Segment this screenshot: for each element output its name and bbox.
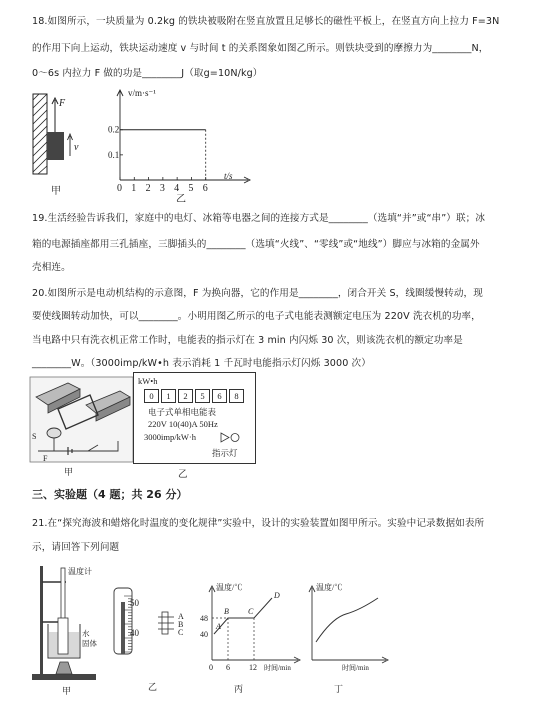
- meter-digits: [144, 389, 246, 403]
- chart-x-tick-label: 4: [174, 183, 180, 194]
- motor-label-s: S: [32, 432, 37, 441]
- meter-indicator-label: 指示灯: [212, 448, 238, 458]
- test-tube: [58, 618, 68, 654]
- graph-c-ylabel: 温度/℃: [216, 583, 243, 592]
- velocity-label: v: [74, 142, 79, 153]
- q18-figure-jia: [30, 86, 110, 198]
- alcohol-lamp: [56, 662, 72, 674]
- meter-imp: 3000imp/kW·h: [144, 432, 196, 442]
- graph-c-xtick-12: 12: [249, 663, 257, 672]
- q20-line-3: 当电路中只有洗衣机正常工作时，电能表的指示灯在 3 min 内闪烁 30 次，则该洗衣机的额定功率是: [32, 335, 463, 346]
- graph-d-ylabel: 温度/℃: [316, 583, 343, 592]
- q21-line-1: 21.在“探究海波和蜡熔化时温度的变化规律”实验中，设计的实验装置如图甲所示。实验中记录数据如表所: [32, 518, 485, 529]
- melting-graph-d: [302, 578, 392, 698]
- graph-d-xlabel: 时间/min: [342, 664, 369, 672]
- scale-tick-50: 50: [130, 598, 139, 608]
- q21-line-2: 示，请回答下列问题: [32, 542, 120, 553]
- meter-digit: 6: [212, 389, 227, 403]
- q20-line-4: ________W。（3000imp/kW•h 表示消耗 1 千瓦时电能指示灯闪烁 3000 次）: [32, 358, 371, 369]
- commutator: [47, 428, 61, 438]
- q19-line-2: 箱的电源插座都用三孔插座，三脚插头的________（选填“火线”、“零线”或“地线”）脚应与冰箱的金属外: [32, 239, 480, 250]
- graph-d-curve: [316, 598, 378, 642]
- graph-c-xlabel: 时间/min: [264, 664, 291, 672]
- meter-name: 电子式单相电能表: [148, 407, 217, 417]
- chart-x-tick-label: 3: [159, 183, 165, 194]
- meter-rating: 220V 10(40)A 50Hz: [148, 419, 218, 429]
- q18-line-1: 18.如图所示，一块质量为 0.2kg 的铁块被吸附在竖直放置且足够长的磁性平板上，在竖直方向上拉力 F=3N: [32, 16, 500, 27]
- caption-d: 丁: [334, 684, 344, 694]
- motor-caption: 甲: [64, 467, 74, 477]
- chart-x-tick-label: 2: [145, 183, 151, 194]
- motor-label-f: F: [43, 454, 48, 463]
- meter-digit: 0: [144, 389, 159, 403]
- graph-c-line: [214, 598, 272, 634]
- point-c: C: [178, 628, 184, 637]
- graph-c-xtick-0: 0: [209, 663, 213, 672]
- meter-digit: 2: [178, 389, 193, 403]
- q19-line-3: 壳相连。: [32, 262, 71, 273]
- graph-c-point-b: B: [224, 607, 229, 616]
- meter-caption: 乙: [178, 469, 188, 480]
- q20-line-2: 要使线圈转动加快，可以________。小明用图乙所示的电子式电能表测额定电压为 220V 洗衣机的功率，: [32, 311, 481, 322]
- meter-unit: kW•h: [138, 376, 158, 386]
- q18-line-2: 的作用下向上运动，铁块运动速度 v 与时间 t 的关系图象如图乙所示。则铁块受到的摩擦力为________N，: [32, 43, 489, 54]
- graph-c-ytick-48: 48: [200, 614, 208, 623]
- chart-y-tick-label: 0.1: [108, 149, 120, 160]
- magnetic-plate: [33, 94, 47, 174]
- graph-c-ytick-40: 40: [200, 630, 208, 639]
- indicator-light-icon: [220, 432, 242, 443]
- label-thermometer: 温度计: [68, 567, 92, 576]
- chart-x-tick-label: 5: [188, 183, 194, 194]
- q20-line-1: 20.如图所示是电动机结构的示意图，F 为换向器，它的作用是________，闭合开关 S，线圈缓慢转动，现: [32, 288, 483, 299]
- q19-line-1: 19.生活经验告诉我们，家庭中的电灯、冰箱等电器之间的连接方式是________（选填“并”或“串”）联；冰: [32, 213, 486, 224]
- caption-b: 乙: [148, 682, 158, 692]
- scale-tick-40: 40: [130, 628, 139, 638]
- force-label: F: [59, 98, 66, 109]
- graph-c-point-d: D: [274, 591, 280, 600]
- point-b: B: [178, 620, 184, 629]
- caption-a: 甲: [62, 686, 72, 696]
- energy-meter: [133, 372, 256, 464]
- caption-c: 丙: [234, 684, 244, 694]
- iron-block: [47, 132, 64, 160]
- thermometer-scale: [108, 584, 198, 696]
- chart-caption: 乙: [176, 194, 186, 202]
- section-title: 三、实验题（4 题；共 26 分）: [32, 488, 188, 501]
- experiment-apparatus: [30, 562, 100, 697]
- chart-xlabel: t/s: [224, 171, 233, 181]
- chart-x-tick-label: 6: [202, 183, 208, 194]
- stand-base: [32, 674, 96, 680]
- chart-x-tick-label: 0: [117, 183, 122, 194]
- chart-y-tick-label: 0.2: [108, 124, 120, 135]
- melting-graph-c: [198, 578, 308, 698]
- meter-digit: 8: [229, 389, 244, 403]
- meter-digit: 1: [161, 389, 176, 403]
- motor-diagram: [28, 375, 136, 480]
- q18-line-3: 0～6s 内拉力 F 做的功是________J（取g=10N/kg）: [32, 68, 263, 79]
- caption-jia: 甲: [51, 186, 61, 197]
- label-water: 水: [82, 629, 90, 638]
- graph-c-point-a: A: [216, 622, 221, 631]
- graph-c-point-c: C: [248, 607, 254, 616]
- point-a: A: [178, 612, 184, 621]
- label-solid: 固体: [82, 639, 97, 648]
- meter-digit: 5: [195, 389, 210, 403]
- graph-c-xtick-6: 6: [226, 663, 230, 672]
- chart-x-tick-label: 1: [131, 183, 137, 194]
- chart-ylabel: v/m·s⁻¹: [128, 88, 156, 98]
- velocity-time-chart: [108, 84, 258, 202]
